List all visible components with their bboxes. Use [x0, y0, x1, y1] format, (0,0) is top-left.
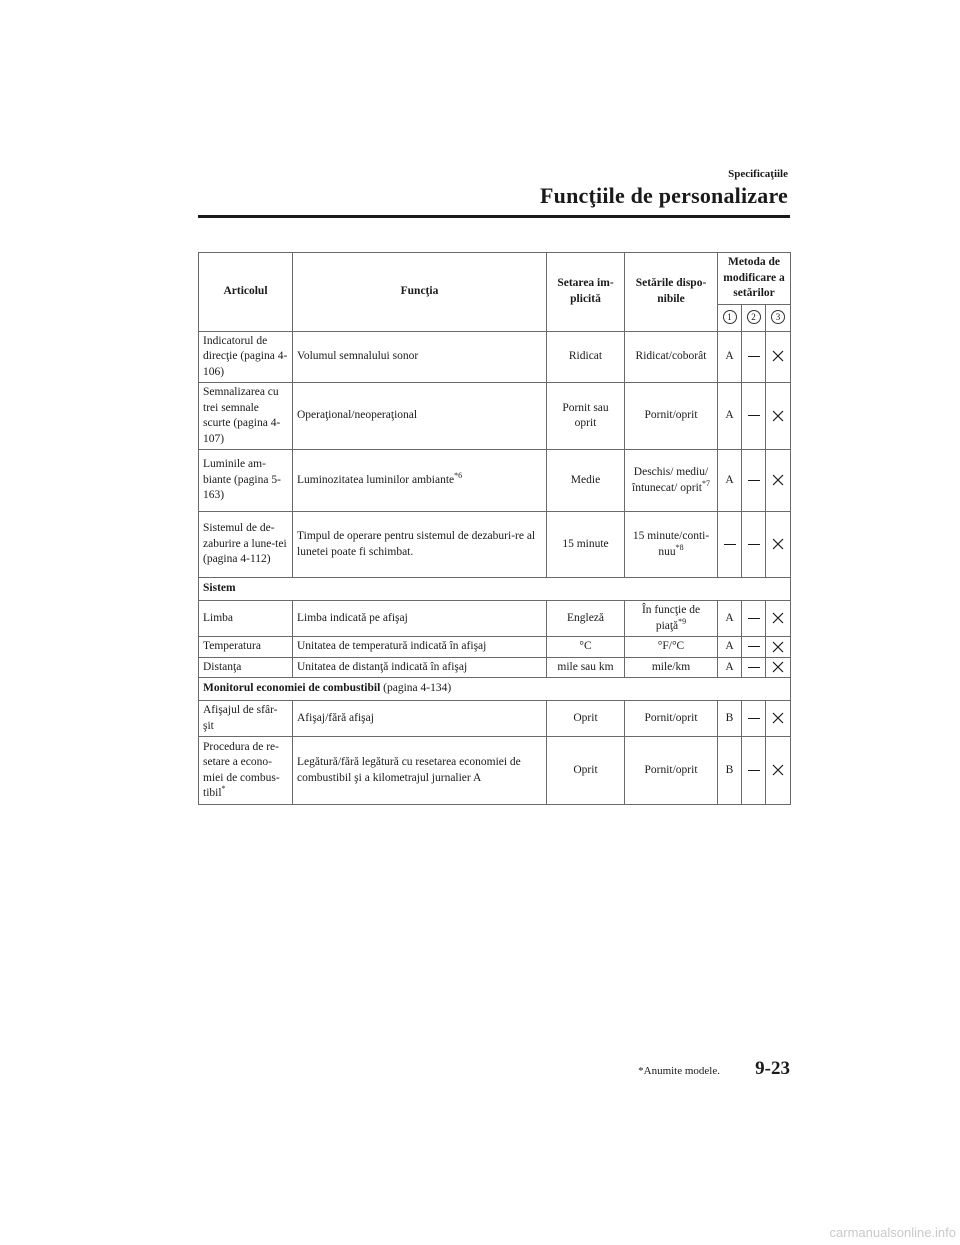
- circled-number-1: 1: [723, 310, 737, 324]
- cell-functia: Timpul de operare pentru sistemul de dezaburi-re al lunetei poate fi schimbat.: [293, 512, 547, 578]
- dash-mark: [748, 415, 760, 416]
- cross-icon: [772, 410, 784, 422]
- cell-setarile: Deschis/ mediu/ întunecat/ oprit$^{*7}$: [625, 450, 718, 512]
- cell-functia: Unitatea de distanţă indicată în afişaj: [293, 657, 547, 678]
- dash-mark: [748, 356, 760, 357]
- cell-articol: Afişajul de sfâr-şit: [199, 701, 293, 737]
- cell-method-2: [742, 383, 766, 450]
- cross-icon: [772, 350, 784, 362]
- cross-icon: [772, 712, 784, 724]
- cell-method-2: [742, 657, 766, 678]
- cell-method-1: B: [718, 737, 742, 805]
- dash-mark: [748, 718, 760, 719]
- cell-setarile: În funcţie de piaţă$^{*9}$: [625, 601, 718, 637]
- cell-method-1: [718, 512, 742, 578]
- cell-articol: Procedura de re-setare a econo-miei de combus-tibil*: [199, 737, 293, 805]
- header-method-1: [718, 304, 742, 331]
- cell-setarea: °C: [547, 637, 625, 658]
- cell-method-2: [742, 601, 766, 637]
- cell-setarile: °F/°C: [625, 637, 718, 658]
- cross-icon: [772, 474, 784, 486]
- section-label: Specificaţiile: [728, 168, 788, 180]
- section-heading: Monitorul economiei de combustibil (pagina 4-134): [199, 678, 791, 701]
- cell-method-1: A: [718, 657, 742, 678]
- cell-method-3: [766, 601, 791, 637]
- table-row: [199, 331, 791, 383]
- cell-setarea: Oprit: [547, 737, 625, 805]
- cross-icon: [772, 612, 784, 624]
- customization-table: [198, 252, 791, 805]
- header-method-2: [742, 304, 766, 331]
- header-method-3: [766, 304, 791, 331]
- header-metoda: Metoda de modificare a setărilor: [718, 253, 791, 305]
- cell-functia: Afişaj/fără afişaj: [293, 701, 547, 737]
- cell-method-1: A: [718, 601, 742, 637]
- table-row: [199, 512, 791, 578]
- cell-functia: Unitatea de temperatură indicată în afişaj: [293, 637, 547, 658]
- cell-method-2: [742, 450, 766, 512]
- section-row: [199, 578, 791, 601]
- cell-method-1: B: [718, 701, 742, 737]
- cell-method-3: [766, 737, 791, 805]
- cell-method-2: [742, 331, 766, 383]
- cell-method-1: A: [718, 637, 742, 658]
- title-rule: [198, 215, 790, 218]
- cell-articol: Semnalizarea cu trei semnale scurte (pagina 4-107): [199, 383, 293, 450]
- table-body: [199, 331, 791, 805]
- cell-setarile: Pornit/oprit: [625, 737, 718, 805]
- cell-functia: Legătură/fără legătură cu resetarea economiei de combustibil şi a kilometrajul jurnalier A: [293, 737, 547, 805]
- dash-mark: [748, 480, 760, 481]
- cell-setarea: Medie: [547, 450, 625, 512]
- dash-mark: [724, 544, 736, 545]
- cell-functia: Luminozitatea luminilor ambiante$^{*6}$: [293, 450, 547, 512]
- cell-setarile: Pornit/oprit: [625, 701, 718, 737]
- circled-number-2: 2: [747, 310, 761, 324]
- circled-number-3: 3: [771, 310, 785, 324]
- cell-method-3: [766, 637, 791, 658]
- cell-method-1: A: [718, 450, 742, 512]
- dash-mark: [748, 770, 760, 771]
- section-note: (pagina 4-134): [380, 682, 452, 695]
- cell-setarile: mile/km: [625, 657, 718, 678]
- cell-method-3: [766, 512, 791, 578]
- cell-setarea: Engleză: [547, 601, 625, 637]
- watermark: carmanualsonline.info: [829, 1225, 956, 1240]
- section-heading: Sistem: [199, 578, 791, 601]
- cell-setarile: Pornit/oprit: [625, 383, 718, 450]
- header-setarea: Setarea im-plicită: [547, 253, 625, 332]
- cell-articol: Distanţa: [199, 657, 293, 678]
- cell-articol: Indicatorul de direcţie (pagina 4-106): [199, 331, 293, 383]
- dash-mark: [748, 646, 760, 647]
- cell-articol: Temperatura: [199, 637, 293, 658]
- cell-method-1: A: [718, 331, 742, 383]
- table-row: [199, 737, 791, 805]
- footnote: *Anumite modele.: [638, 1065, 720, 1077]
- table-row: [199, 657, 791, 678]
- cell-method-3: [766, 383, 791, 450]
- cross-icon: [772, 641, 784, 653]
- header-setarile: Setările dispo-nibile: [625, 253, 718, 332]
- dash-mark: [748, 667, 760, 668]
- cell-method-2: [742, 512, 766, 578]
- cell-setarile: Ridicat/coborât: [625, 331, 718, 383]
- table-row: [199, 383, 791, 450]
- page-number: 9-23: [755, 1058, 790, 1079]
- table-row: [199, 637, 791, 658]
- cell-method-3: [766, 657, 791, 678]
- cell-setarea: Ridicat: [547, 331, 625, 383]
- dash-mark: [748, 618, 760, 619]
- header-functia: Funcţia: [293, 253, 547, 332]
- cell-method-3: [766, 701, 791, 737]
- cell-method-3: [766, 331, 791, 383]
- page-title: Funcţiile de personalizare: [540, 183, 788, 208]
- cross-icon: [772, 538, 784, 550]
- cell-method-2: [742, 637, 766, 658]
- cell-functia: Operaţional/neoperaţional: [293, 383, 547, 450]
- table-row: [199, 450, 791, 512]
- table-row: [199, 701, 791, 737]
- header-articol: Articolul: [199, 253, 293, 332]
- cell-articol: Limba: [199, 601, 293, 637]
- cell-setarea: mile sau km: [547, 657, 625, 678]
- cell-method-1: A: [718, 383, 742, 450]
- cell-articol: Sistemul de de-zaburire a lune-tei (pagina 4-112): [199, 512, 293, 578]
- section-row: [199, 678, 791, 701]
- cell-setarile: 15 minute/conti-nuu$^{*8}$: [625, 512, 718, 578]
- cell-setarea: Pornit sau oprit: [547, 383, 625, 450]
- cell-method-2: [742, 701, 766, 737]
- table-row: [199, 601, 791, 637]
- cell-articol: Luminile am-biante (pagina 5-163): [199, 450, 293, 512]
- dash-mark: [748, 544, 760, 545]
- cross-icon: [772, 764, 784, 776]
- cell-setarea: 15 minute: [547, 512, 625, 578]
- cell-method-2: [742, 737, 766, 805]
- cell-functia: Limba indicată pe afişaj: [293, 601, 547, 637]
- cell-setarea: Oprit: [547, 701, 625, 737]
- cell-functia: Volumul semnalului sonor: [293, 331, 547, 383]
- cross-icon: [772, 661, 784, 673]
- cell-method-3: [766, 450, 791, 512]
